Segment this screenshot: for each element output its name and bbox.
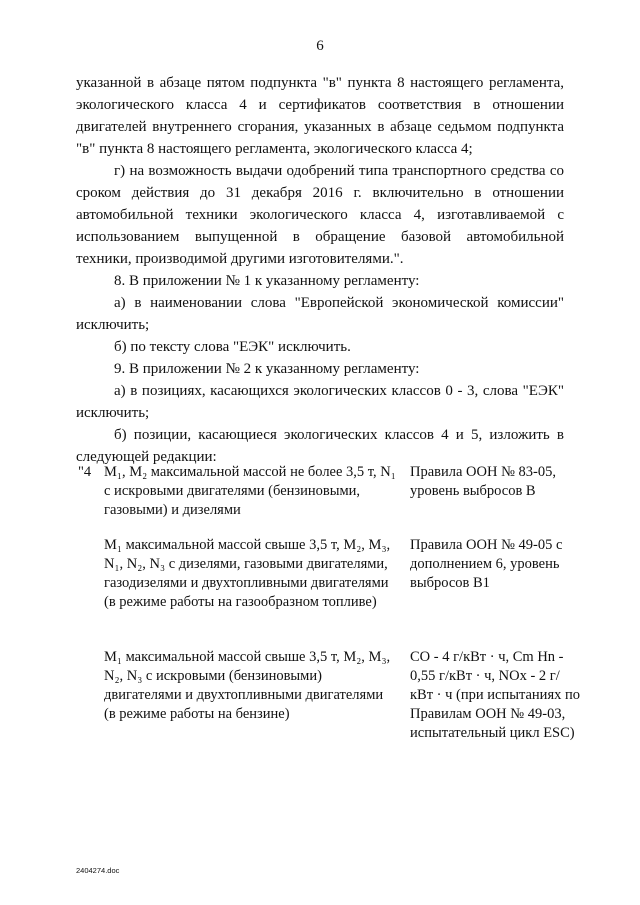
paragraph: 8. В приложении № 1 к указанному регламенту: — [114, 273, 420, 289]
paragraph: а) в позициях, касающихся экологических классов 0 - 3, слова "ЕЭК" исключить; — [76, 383, 564, 421]
vehicle-category-cell: M₁ максимальной массой свыше 3,5 т, M₂, M₃, N₁, N₂, N₃ с дизелями, газовыми двигателями, газодизелями и двухтопливными двигателями (в режиме работы на газообразном топливе) — [104, 537, 391, 610]
class-label: "4 — [78, 464, 92, 480]
paragraph: б) позиции, касающиеся экологических классов 4 и 5, изложить в следующей редакции: — [76, 427, 564, 465]
footer-filename: 2404274.doc — [76, 866, 120, 875]
paragraph: б) по тексту слова "ЕЭК" исключить. — [114, 339, 351, 355]
vehicle-category-cell: M₁ максимальной массой свыше 3,5 т, M₂, M₃, N₂, N₃ с искровыми (бензиновыми) двигателями и двухтопливными двигателями (в режиме работы на бензине) — [104, 649, 391, 722]
requirement-cell: Правила ООН № 49-05 с дополнением 6, уровень выбросов B1 — [410, 537, 563, 591]
paragraph: а) в наименовании слова "Европейской экономической комиссии" исключить; — [76, 295, 564, 333]
paragraph: г) на возможность выдачи одобрений типа транспортного средства со сроком действия до 31 декабря 2016 г. включительно в отношении автомобильной техники экологического класса 4, изготавливаемой с использованием выпущенной в обращение базовой автомобильной техники, производимой другими изготовителями.". — [76, 163, 564, 267]
page-number: 6 — [316, 38, 324, 54]
paragraph: 9. В приложении № 2 к указанному регламенту: — [114, 361, 420, 377]
requirement-cell: Правила ООН № 83-05, уровень выбросов B — [410, 464, 557, 499]
body-text — [76, 72, 564, 468]
vehicle-category-cell: M₁, M₂ максимальной массой не более 3,5 т, N₁ с искровыми двигателями (бензиновыми, газовыми) и дизелями — [104, 464, 396, 518]
paragraph: указанной в абзаце пятом подпункта "в" пункта 8 настоящего регламента, экологического класса 4 и сертификатов соответствия в отношении двигателей внутреннего сгорания, указанных в абзаце седьмом подпункта "в" пункта 8 настоящего регламента, экологического класса 4; — [76, 75, 564, 157]
requirement-cell: CO - 4 г/кВт · ч, Cm Hn - 0,55 г/кВт · ч, NOx - 2 г/кВт · ч (при испытаниях по Правилам ООН № 49-03, испытательный цикл ESC) — [410, 649, 580, 741]
